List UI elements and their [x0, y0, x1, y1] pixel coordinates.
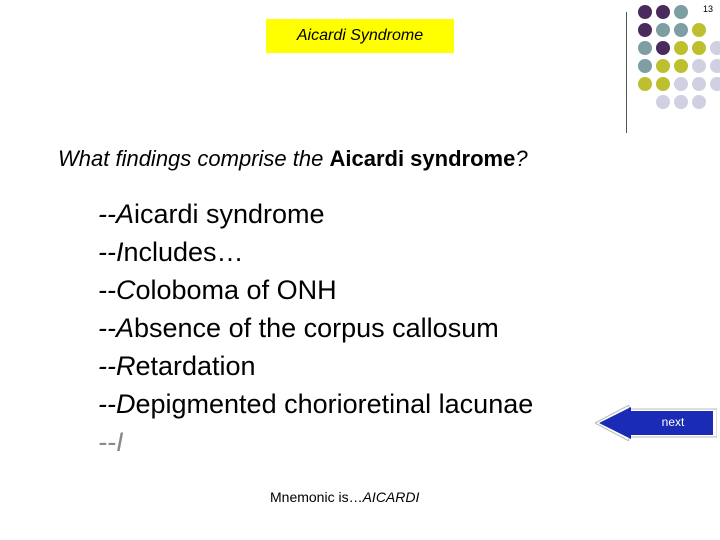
- decorative-dot: [656, 5, 670, 19]
- question-end: ?: [515, 146, 528, 171]
- finding-line-4: [98, 309, 533, 347]
- line-prefix: --I: [98, 427, 124, 457]
- line-text: etardation: [135, 351, 256, 381]
- decorative-dot: [674, 23, 688, 37]
- findings-list: [98, 195, 533, 461]
- decorative-dot: [692, 59, 706, 73]
- line-prefix: --I: [98, 237, 124, 267]
- line-prefix: --A: [98, 199, 134, 229]
- decorative-dot: [656, 23, 670, 37]
- line-text: bsence of the corpus callosum: [134, 313, 499, 343]
- decorative-dot: [692, 95, 706, 109]
- decorative-dot: [674, 5, 688, 19]
- question-text: [58, 146, 528, 172]
- finding-line-7: [98, 423, 533, 461]
- decorative-dot: [656, 77, 670, 91]
- slide-title-box: [266, 19, 454, 53]
- line-prefix: --R: [98, 351, 136, 381]
- question-part1: What findings comprise the: [58, 146, 330, 171]
- question-bold: Aicardi syndrome: [329, 146, 516, 171]
- decorative-dot: [638, 23, 652, 37]
- mnemonic-word: AICARDI: [362, 489, 420, 505]
- finding-line-1: [98, 195, 533, 233]
- mnemonic-text: [270, 489, 419, 505]
- decorative-dot: [656, 95, 670, 109]
- finding-line-6: [98, 385, 533, 423]
- finding-line-2: [98, 233, 533, 271]
- decorative-dot: [638, 77, 652, 91]
- decorative-dot: [656, 59, 670, 73]
- decorative-vertical-line: [626, 12, 627, 133]
- decorative-dot: [674, 41, 688, 55]
- decorative-dot: [674, 59, 688, 73]
- line-text: epigmented chorioretinal lacunae: [135, 389, 534, 419]
- decorative-dot: [692, 77, 706, 91]
- line-prefix: --C: [98, 275, 136, 305]
- line-text: icardi syndrome: [134, 199, 325, 229]
- decorative-dot: [638, 59, 652, 73]
- decorative-dot: [638, 5, 652, 19]
- decorative-dot: [674, 77, 688, 91]
- next-button-label: next: [661, 415, 685, 429]
- page-number: 13: [702, 4, 713, 14]
- decorative-dot: [656, 41, 670, 55]
- decorative-dot: [692, 41, 706, 55]
- decorative-dot: [710, 41, 720, 55]
- mnemonic-label: Mnemonic is…: [270, 489, 363, 505]
- decorative-dot: [674, 95, 688, 109]
- line-prefix: --A: [98, 313, 134, 343]
- decorative-dot: [638, 41, 652, 55]
- decorative-dot: [710, 77, 720, 91]
- line-text: oloboma of ONH: [135, 275, 337, 305]
- finding-line-5: [98, 347, 533, 385]
- finding-line-3: [98, 271, 533, 309]
- next-button[interactable]: [595, 405, 717, 441]
- decorative-dot: [710, 59, 720, 73]
- line-text: ncludes…: [123, 237, 244, 267]
- slide-title: Aicardi Syndrome: [296, 27, 424, 44]
- line-prefix: --D: [98, 389, 136, 419]
- decorative-dot: [692, 23, 706, 37]
